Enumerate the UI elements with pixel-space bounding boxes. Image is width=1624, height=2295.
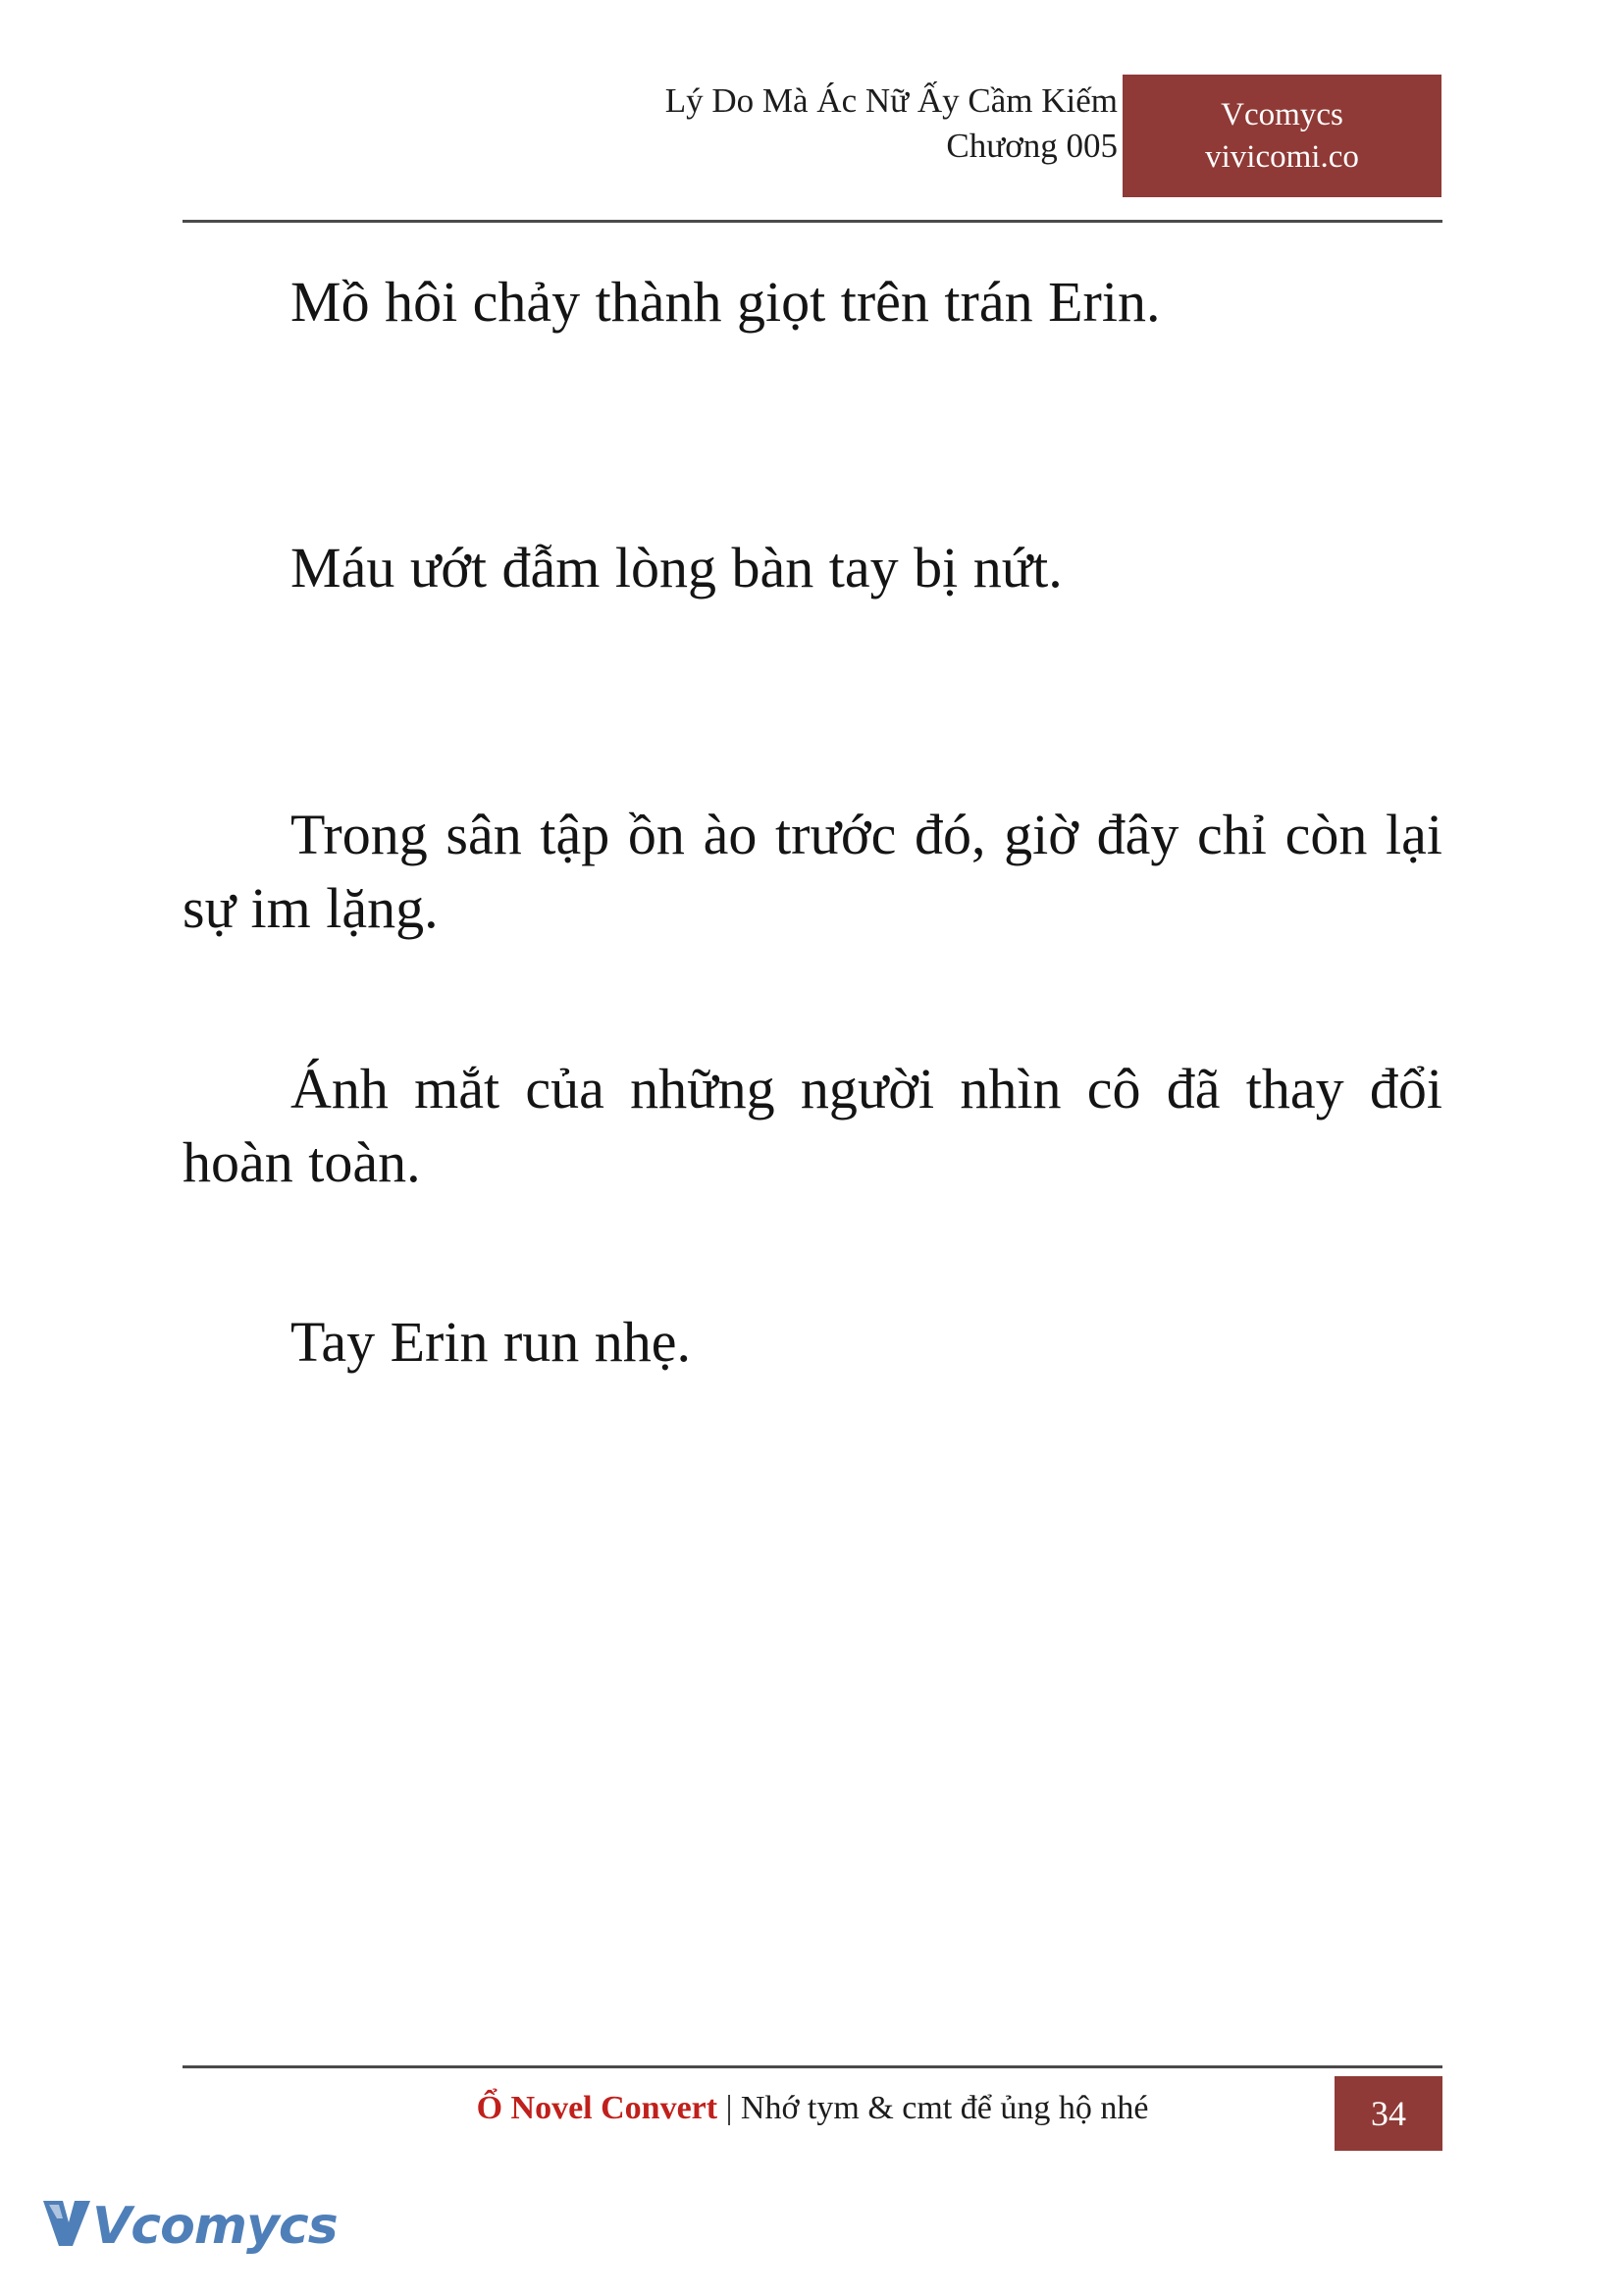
watermark-logo (33, 2181, 338, 2269)
vcomycs-mark-icon (39, 2195, 94, 2252)
header-title (665, 78, 1118, 169)
page-content (183, 265, 1442, 1380)
paragraph: Máu ướt đẫm lòng bàn tay bị nứt. (290, 536, 1063, 600)
footer-divider (183, 2065, 1442, 2068)
brand-name: Vcomycs (1221, 96, 1343, 132)
book-title: Lý Do Mà Ác Nữ Ấy Cầm Kiếm (664, 81, 1118, 120)
chapter-label: Chương 005 (946, 127, 1118, 166)
brand-url: vivicomi.co (1205, 138, 1359, 175)
paragraph: Ánh mắt của những người nhìn cô đã thay đổi hoàn toàn. (183, 1056, 1442, 1194)
footer-brand: Ổ Novel Convert (476, 2090, 718, 2126)
footer-note: Nhớ tym & cmt để ủng hộ nhé (740, 2090, 1149, 2126)
paragraph: Mồ hôi chảy thành giọt trên trán Erin. (290, 270, 1161, 334)
page-footer (183, 2082, 1442, 2153)
brand-badge (1123, 75, 1441, 197)
page-number: 34 (1335, 2076, 1442, 2151)
footer-credit (183, 2090, 1442, 2127)
paragraph: Trong sân tập ồn ào trước đó, giờ đây chỉ còn lại sự im lặng. (183, 802, 1442, 941)
footer-separator: | (725, 2090, 733, 2126)
paragraph: Tay Erin run nhẹ. (290, 1310, 692, 1375)
watermark-text: Vcomycs (92, 2197, 338, 2256)
header-divider (183, 220, 1442, 223)
page-header (183, 78, 1441, 221)
